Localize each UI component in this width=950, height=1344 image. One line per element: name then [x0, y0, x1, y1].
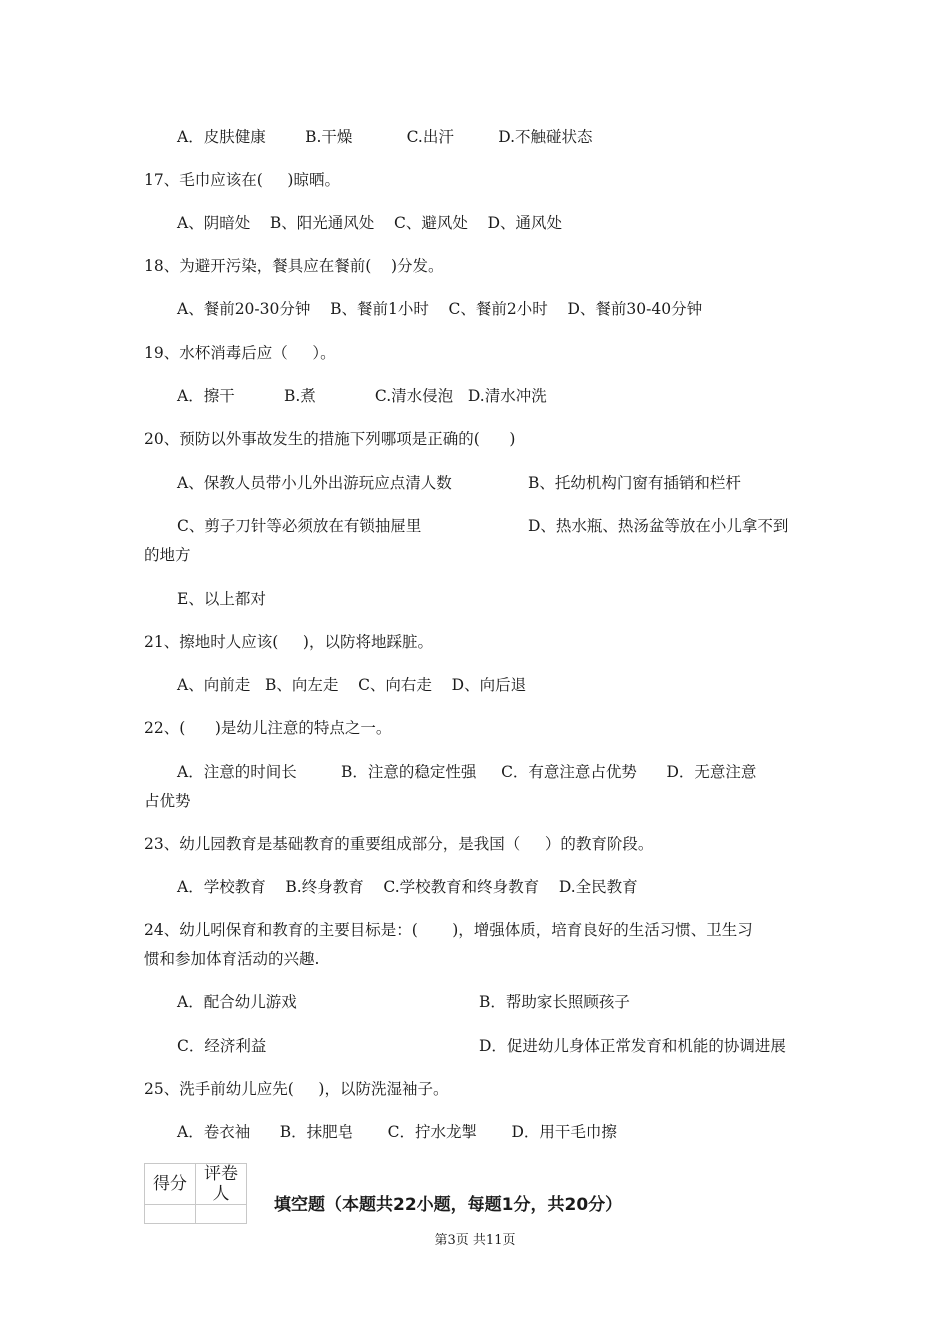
q20-option-e: E、以上都对: [177, 590, 266, 608]
q17-question: 17、毛巾应该在( )晾晒。: [144, 171, 340, 189]
q17-options: A、阴暗处 B、阳光通风处 C、避风处 D、通风处: [177, 214, 562, 232]
q21-question: 21、擦地时人应该( )，以防将地踩脏。: [144, 633, 433, 651]
grader-cell: [196, 1205, 247, 1224]
page-footer: 第3页 共11页: [434, 1233, 516, 1248]
q22-options-cont: 占优势: [144, 792, 191, 810]
q20-option-c: C、剪子刀针等必须放在有锁抽屉里: [177, 517, 422, 535]
q16-options: A．皮肤健康 B.干燥 C.出汗 D.不触碰状态: [177, 128, 593, 146]
q22-options: A．注意的时间长 B．注意的稳定性强 C．有意注意占优势 D．无意注意: [177, 763, 757, 781]
q23-options: A．学校教育 B.终身教育 C.学校教育和终身教育 D.全民教育: [177, 878, 638, 896]
section-title: 填空题（本题共22小题，每题1分，共20分）: [274, 1195, 623, 1215]
q24-option-c: C．经济利益: [177, 1037, 267, 1055]
q20-option-d: D、热水瓶、热汤盆等放在小儿拿不到: [528, 517, 789, 535]
q19-question: 19、水杯消毒后应（ ）。: [144, 344, 336, 362]
score-label: 得分: [145, 1164, 196, 1205]
score-cell: [145, 1205, 196, 1224]
q23-question: 23、幼儿园教育是基础教育的重要组成部分，是我国（ ）的教育阶段。: [144, 835, 654, 853]
q22-question: 22、( )是幼儿注意的特点之一。: [144, 719, 392, 737]
q19-options: A．擦干 B.煮 C.清水侵泡 D.清水冲洗: [177, 387, 547, 405]
q18-question: 18、为避开污染，餐具应在餐前( )分发。: [144, 257, 444, 275]
q24-option-a: A．配合幼儿游戏: [177, 993, 297, 1011]
q25-options: A．卷衣袖 B．抹肥皂 C．拧水龙掣 D．用干毛巾擦: [177, 1123, 617, 1141]
q24-option-b: B．帮助家长照顾孩子: [479, 993, 630, 1011]
q20-option-b: B、托幼机构门窗有插销和栏杆: [528, 474, 741, 492]
q24-question: 24、幼儿吲保育和教育的主要目标是：( )，增强体质，培育良好的生活习惯、卫生习: [144, 921, 753, 939]
q18-options: A、餐前20-30分钟 B、餐前1小时 C、餐前2小时 D、餐前30-40分钟: [177, 300, 703, 318]
q24-option-d: D．促进幼儿身体正常发育和机能的协调进展: [479, 1037, 786, 1055]
q20-option-a: A、保教人员带小儿外出游玩应点清人数: [177, 474, 452, 492]
grader-label: 评卷人: [196, 1164, 247, 1205]
q20-option-d-cont: 的地方: [144, 546, 191, 564]
score-table: [144, 1163, 247, 1224]
q20-question: 20、预防以外事故发生的措施下列哪项是正确的( ): [144, 430, 516, 448]
q21-options: A、向前走 B、向左走 C、向右走 D、向后退: [177, 676, 527, 694]
q25-question: 25、洗手前幼儿应先( )，以防洗湿袖子。: [144, 1080, 449, 1098]
q24-question-cont: 惯和参加体育活动的兴趣.: [144, 950, 320, 968]
